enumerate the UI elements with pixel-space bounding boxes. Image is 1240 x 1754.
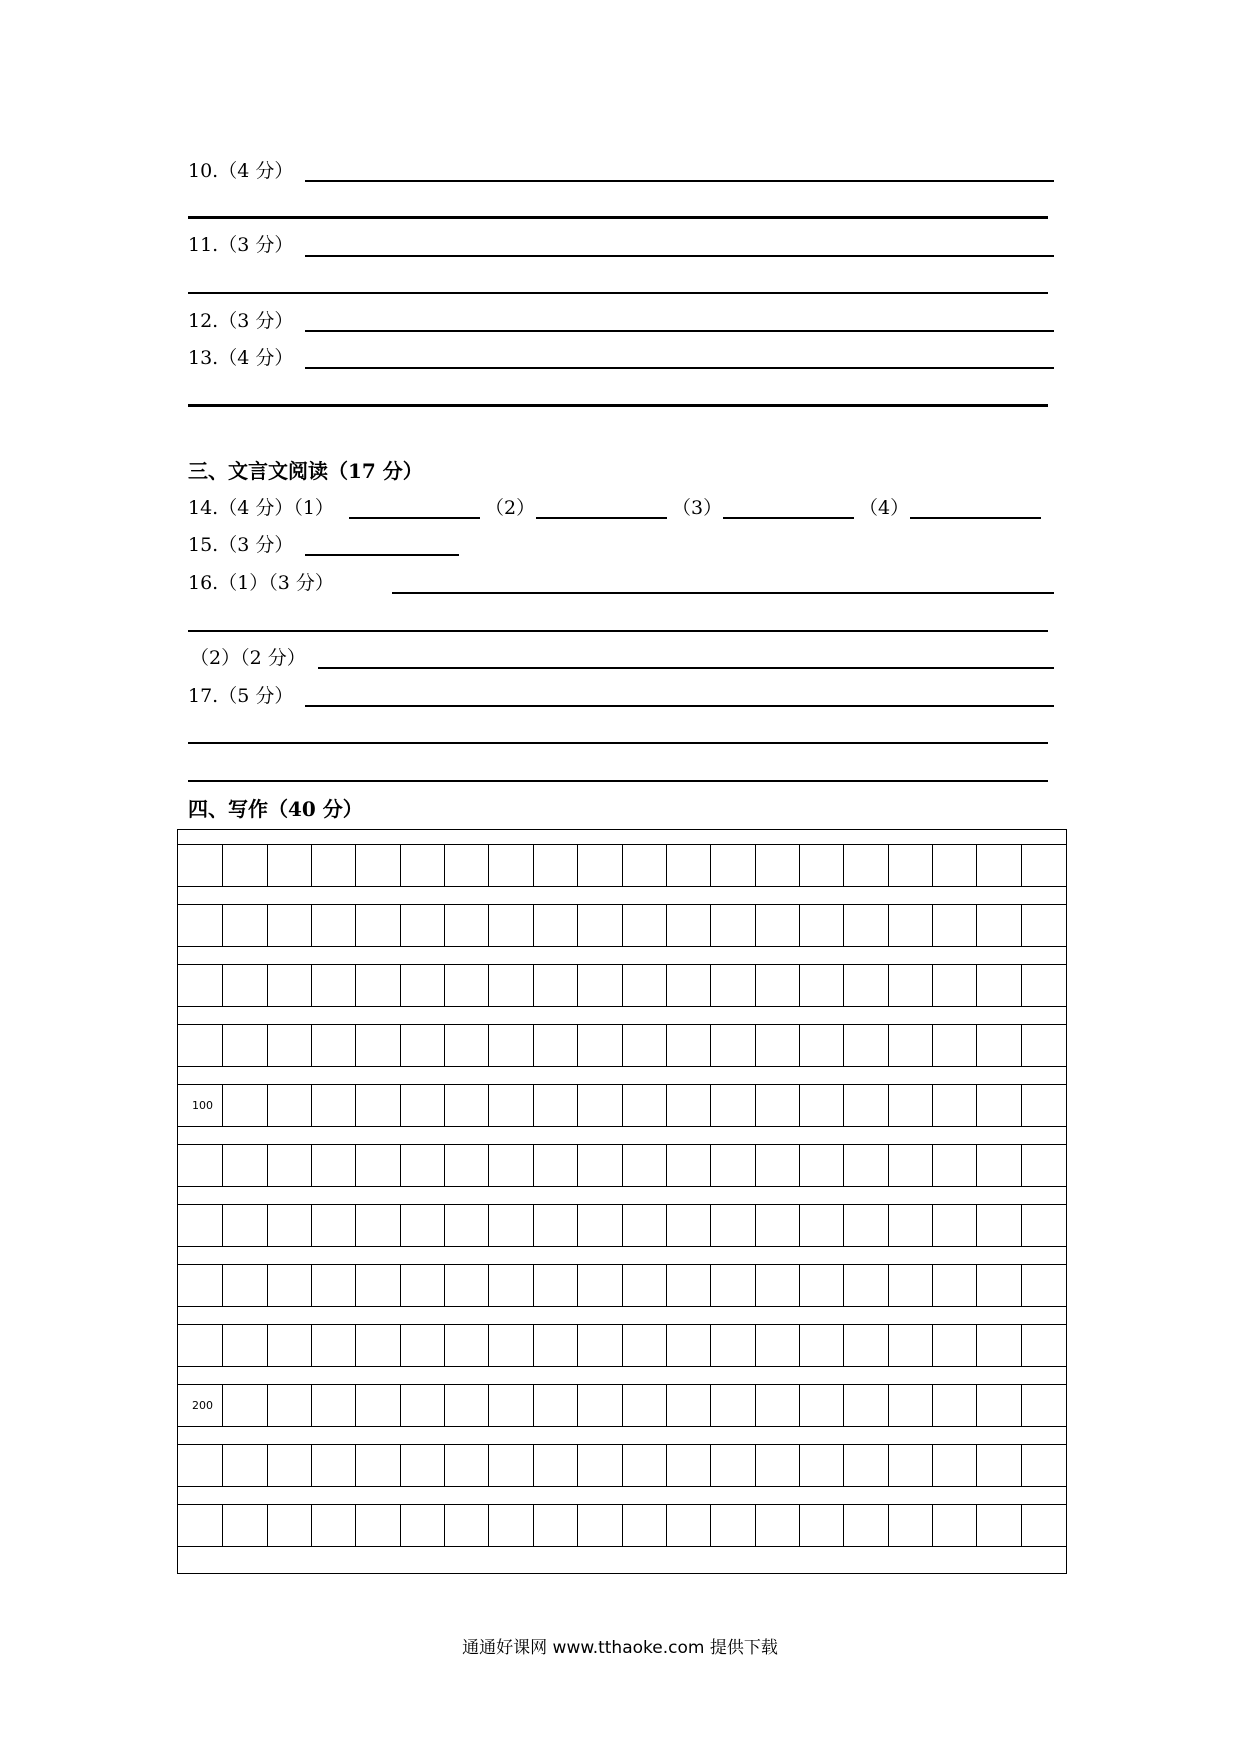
grid-cell-divider xyxy=(710,964,754,1006)
grid-cell-divider xyxy=(799,964,843,1006)
grid-cell-divider xyxy=(488,1024,532,1066)
grid-cell-divider xyxy=(533,964,577,1006)
grid-cell-divider xyxy=(1021,964,1065,1006)
grid-cell-divider xyxy=(932,844,976,886)
grid-cell-divider xyxy=(666,904,710,946)
grid-cell-divider xyxy=(1021,1504,1065,1546)
grid-cell-divider xyxy=(488,964,532,1006)
grid-cell-divider xyxy=(267,1444,311,1486)
grid-row-bottom-line xyxy=(178,1366,1066,1367)
section-writing-heading: 四、写作（40 分） xyxy=(188,797,363,821)
grid-cell-divider xyxy=(755,1324,799,1366)
grid-cell-divider xyxy=(488,1204,532,1246)
grid-cell-divider xyxy=(577,1384,621,1426)
grid-cell-divider xyxy=(622,844,666,886)
grid-cell-divider xyxy=(222,904,266,946)
grid-row-bottom-line xyxy=(178,1546,1066,1547)
grid-cell-divider xyxy=(755,844,799,886)
grid-cell-divider xyxy=(488,1504,532,1546)
grid-cell-divider xyxy=(488,1384,532,1426)
grid-row-bottom-line xyxy=(178,1486,1066,1487)
grid-cell-divider xyxy=(932,1384,976,1426)
grid-cell-divider xyxy=(311,1264,355,1306)
grid-cell-divider xyxy=(799,1084,843,1126)
grid-cell-divider xyxy=(666,1444,710,1486)
grid-cell-divider xyxy=(222,1204,266,1246)
grid-cell-divider xyxy=(622,1264,666,1306)
grid-cell-divider xyxy=(843,1204,887,1246)
grid-cell-divider xyxy=(932,1204,976,1246)
grid-cell-divider xyxy=(976,1444,1020,1486)
question-11-label: 11.（3 分） xyxy=(188,234,294,256)
grid-cell-divider xyxy=(888,1444,932,1486)
grid-cell-divider xyxy=(1021,1324,1065,1366)
question-16-label: 16.（1）（3 分） xyxy=(188,572,334,594)
grid-cell-divider xyxy=(577,1084,621,1126)
answer-line-12[interactable] xyxy=(305,330,1054,332)
grid-cell-divider xyxy=(311,964,355,1006)
grid-cell-divider xyxy=(577,964,621,1006)
question-10-label: 10.（4 分） xyxy=(188,160,294,182)
grid-cell-divider xyxy=(976,1144,1020,1186)
grid-row-bottom-line xyxy=(178,946,1066,947)
grid-cell-divider xyxy=(666,844,710,886)
grid-cell-divider xyxy=(932,964,976,1006)
grid-cell-divider xyxy=(267,1324,311,1366)
grid-cell-divider xyxy=(444,844,488,886)
grid-cell-divider xyxy=(267,1384,311,1426)
grid-cell-divider xyxy=(666,1504,710,1546)
answer-line-13[interactable] xyxy=(305,367,1054,369)
grid-cell-divider xyxy=(710,1324,754,1366)
grid-cell-divider xyxy=(888,1084,932,1126)
grid-cell-divider xyxy=(311,1024,355,1066)
grid-cell-divider xyxy=(577,1204,621,1246)
grid-cell-divider xyxy=(976,1024,1020,1066)
answer-line-15[interactable] xyxy=(305,554,459,556)
answer-line-16-1-continued[interactable] xyxy=(188,630,1048,632)
grid-cell-divider xyxy=(444,1444,488,1486)
grid-cell-divider xyxy=(267,1024,311,1066)
grid-cell-divider xyxy=(622,904,666,946)
grid-cell-divider xyxy=(799,904,843,946)
answer-line-11[interactable] xyxy=(305,255,1054,257)
grid-cell-divider xyxy=(843,1024,887,1066)
grid-cell-divider xyxy=(444,1024,488,1066)
grid-cell-divider xyxy=(222,1264,266,1306)
grid-cell-divider xyxy=(400,1444,444,1486)
grid-cell-divider xyxy=(400,964,444,1006)
grid-cell-divider xyxy=(400,1384,444,1426)
grid-cell-divider xyxy=(400,1024,444,1066)
grid-cell-divider xyxy=(932,1324,976,1366)
grid-cell-divider xyxy=(888,844,932,886)
question-13-label: 13.（4 分） xyxy=(188,347,294,369)
grid-cell-divider xyxy=(222,1324,266,1366)
answer-line-14-4[interactable] xyxy=(910,517,1041,519)
grid-cell-divider xyxy=(888,1144,932,1186)
grid-cell-divider xyxy=(976,1504,1020,1546)
grid-cell-divider xyxy=(622,1324,666,1366)
grid-cell-divider xyxy=(400,1264,444,1306)
grid-cell-divider xyxy=(710,844,754,886)
question-14-part2-label: （2） xyxy=(485,497,536,519)
grid-cell-divider xyxy=(622,1144,666,1186)
grid-cell-divider xyxy=(755,964,799,1006)
grid-cell-divider xyxy=(1021,1144,1065,1186)
grid-word-count-mark: 100 xyxy=(192,1099,213,1112)
grid-cell-divider xyxy=(355,1444,399,1486)
grid-row-bottom-line xyxy=(178,1246,1066,1247)
grid-cell-divider xyxy=(444,1084,488,1126)
grid-cell-divider xyxy=(932,1144,976,1186)
grid-cell-divider xyxy=(799,1444,843,1486)
grid-cell-divider xyxy=(932,1024,976,1066)
grid-cell-divider xyxy=(976,1204,1020,1246)
grid-cell-divider xyxy=(710,1264,754,1306)
answer-line-17-continued-2[interactable] xyxy=(188,780,1048,782)
grid-cell-divider xyxy=(577,1144,621,1186)
grid-cell-divider xyxy=(267,964,311,1006)
grid-cell-divider xyxy=(311,1084,355,1126)
grid-cell-divider xyxy=(666,1324,710,1366)
grid-cell-divider xyxy=(222,1504,266,1546)
grid-cell-divider xyxy=(222,1444,266,1486)
grid-word-count-mark: 200 xyxy=(192,1399,213,1412)
grid-cell-divider xyxy=(888,1264,932,1306)
grid-cell-divider xyxy=(577,1024,621,1066)
grid-cell-divider xyxy=(444,1144,488,1186)
grid-cell-divider xyxy=(577,1504,621,1546)
grid-cell-divider xyxy=(222,1384,266,1426)
grid-cell-divider xyxy=(355,1504,399,1546)
composition-grid[interactable] xyxy=(177,829,1067,1574)
grid-cell-divider xyxy=(533,844,577,886)
grid-cell-divider xyxy=(311,1444,355,1486)
grid-cell-divider xyxy=(267,1204,311,1246)
grid-cell-divider xyxy=(710,1144,754,1186)
grid-cell-divider xyxy=(976,844,1020,886)
grid-cell-divider xyxy=(444,1384,488,1426)
answer-line-14-1[interactable] xyxy=(349,517,480,519)
grid-cell-divider xyxy=(622,964,666,1006)
grid-cell-divider xyxy=(222,1024,266,1066)
grid-cell-divider xyxy=(533,1384,577,1426)
answer-line-10[interactable] xyxy=(305,180,1054,182)
grid-cell-divider xyxy=(222,964,266,1006)
grid-cell-divider xyxy=(1021,1384,1065,1426)
grid-cell-divider xyxy=(577,1324,621,1366)
grid-cell-divider xyxy=(577,1444,621,1486)
grid-cell-divider xyxy=(311,844,355,886)
question-16-part2-label: （2）（2 分） xyxy=(190,647,306,669)
grid-cell-divider xyxy=(843,1144,887,1186)
grid-cell-divider xyxy=(932,904,976,946)
grid-cell-divider xyxy=(488,1144,532,1186)
grid-cell-divider xyxy=(976,964,1020,1006)
grid-cell-divider xyxy=(355,904,399,946)
grid-cell-divider xyxy=(888,1024,932,1066)
grid-cell-divider xyxy=(533,1264,577,1306)
grid-cell-divider xyxy=(843,844,887,886)
grid-cell-divider xyxy=(533,1324,577,1366)
grid-cell-divider xyxy=(444,1264,488,1306)
grid-cell-divider xyxy=(222,1084,266,1126)
grid-cell-divider xyxy=(666,1084,710,1126)
grid-cell-divider xyxy=(400,1084,444,1126)
grid-cell-divider xyxy=(843,1504,887,1546)
grid-cell-divider xyxy=(888,1504,932,1546)
grid-cell-divider xyxy=(444,904,488,946)
grid-cell-divider xyxy=(843,1084,887,1126)
grid-row-bottom-line xyxy=(178,1006,1066,1007)
grid-row-bottom-line xyxy=(178,1186,1066,1187)
grid-cell-divider xyxy=(355,1384,399,1426)
grid-cell-divider xyxy=(843,904,887,946)
question-14-label: 14.（4 分）（1） xyxy=(188,497,334,519)
grid-cell-divider xyxy=(400,904,444,946)
grid-cell-divider xyxy=(311,1144,355,1186)
grid-cell-divider xyxy=(622,1444,666,1486)
grid-row-bottom-line xyxy=(178,886,1066,887)
grid-row-bottom-line xyxy=(178,1126,1066,1127)
grid-cell-divider xyxy=(488,1264,532,1306)
grid-cell-divider xyxy=(710,1444,754,1486)
question-17-label: 17.（5 分） xyxy=(188,685,294,707)
grid-cell-divider xyxy=(355,1264,399,1306)
section-classical-heading: 三、文言文阅读（17 分） xyxy=(188,459,423,483)
grid-cell-divider xyxy=(888,904,932,946)
grid-cell-divider xyxy=(533,1204,577,1246)
grid-cell-divider xyxy=(710,1024,754,1066)
grid-cell-divider xyxy=(666,1264,710,1306)
grid-cell-divider xyxy=(1021,1264,1065,1306)
answer-line-17-continued-1[interactable] xyxy=(188,742,1048,744)
grid-cell-divider xyxy=(799,1384,843,1426)
grid-cell-divider xyxy=(222,844,266,886)
grid-cell-divider xyxy=(533,1444,577,1486)
grid-cell-divider xyxy=(1021,844,1065,886)
grid-cell-divider xyxy=(976,904,1020,946)
question-14-part3-label: （3） xyxy=(672,497,723,519)
answer-line-13-continued[interactable] xyxy=(188,404,1048,407)
grid-cell-divider xyxy=(755,904,799,946)
grid-cell-divider xyxy=(577,844,621,886)
grid-cell-divider xyxy=(755,1144,799,1186)
grid-cell-divider xyxy=(976,1084,1020,1126)
grid-cell-divider xyxy=(622,1024,666,1066)
grid-cell-divider xyxy=(488,1444,532,1486)
grid-cell-divider xyxy=(355,1084,399,1126)
grid-cell-divider xyxy=(666,964,710,1006)
grid-cell-divider xyxy=(1021,1444,1065,1486)
grid-cell-divider xyxy=(267,1504,311,1546)
grid-cell-divider xyxy=(488,1324,532,1366)
grid-cell-divider xyxy=(976,1384,1020,1426)
grid-cell-divider xyxy=(1021,1024,1065,1066)
answer-line-10-continued[interactable] xyxy=(188,216,1048,219)
grid-cell-divider xyxy=(888,1204,932,1246)
grid-cell-divider xyxy=(533,1504,577,1546)
grid-cell-divider xyxy=(932,1444,976,1486)
grid-cell-divider xyxy=(444,1324,488,1366)
grid-cell-divider xyxy=(355,844,399,886)
answer-line-14-2[interactable] xyxy=(536,517,667,519)
grid-cell-divider xyxy=(843,1444,887,1486)
grid-cell-divider xyxy=(355,1204,399,1246)
grid-cell-divider xyxy=(400,1144,444,1186)
grid-cell-divider xyxy=(932,1264,976,1306)
grid-cell-divider xyxy=(666,1384,710,1426)
grid-cell-divider xyxy=(311,1204,355,1246)
grid-cell-divider xyxy=(444,964,488,1006)
grid-cell-divider xyxy=(577,1264,621,1306)
grid-cell-divider xyxy=(888,1324,932,1366)
grid-cell-divider xyxy=(267,1264,311,1306)
grid-cell-divider xyxy=(400,844,444,886)
answer-line-14-3[interactable] xyxy=(723,517,854,519)
grid-cell-divider xyxy=(533,1084,577,1126)
grid-cell-divider xyxy=(799,1204,843,1246)
grid-cell-divider xyxy=(622,1204,666,1246)
answer-line-16-2[interactable] xyxy=(318,667,1054,669)
grid-cell-divider xyxy=(400,1204,444,1246)
grid-cell-divider xyxy=(710,1084,754,1126)
grid-cell-divider xyxy=(666,1204,710,1246)
grid-cell-divider xyxy=(1021,904,1065,946)
grid-cell-divider xyxy=(710,1204,754,1246)
grid-cell-divider xyxy=(488,1084,532,1126)
grid-cell-divider xyxy=(311,1504,355,1546)
grid-cell-divider xyxy=(799,1024,843,1066)
grid-cell-divider xyxy=(355,1024,399,1066)
grid-cell-divider xyxy=(799,1324,843,1366)
grid-cell-divider xyxy=(976,1324,1020,1366)
grid-cell-divider xyxy=(533,1144,577,1186)
grid-cell-divider xyxy=(755,1024,799,1066)
grid-cell-divider xyxy=(355,1144,399,1186)
grid-cell-divider xyxy=(755,1444,799,1486)
grid-cell-divider xyxy=(267,1084,311,1126)
grid-cell-divider xyxy=(710,904,754,946)
grid-cell-divider xyxy=(799,1504,843,1546)
grid-row-bottom-line xyxy=(178,1306,1066,1307)
grid-cell-divider xyxy=(755,1264,799,1306)
grid-cell-divider xyxy=(843,1264,887,1306)
grid-cell-divider xyxy=(1021,1084,1065,1126)
grid-cell-divider xyxy=(710,1384,754,1426)
question-15-label: 15.（3 分） xyxy=(188,534,294,556)
grid-cell-divider xyxy=(666,1024,710,1066)
grid-cell-divider xyxy=(267,1144,311,1186)
grid-cell-divider xyxy=(577,904,621,946)
grid-cell-divider xyxy=(267,904,311,946)
grid-cell-divider xyxy=(1021,1204,1065,1246)
grid-cell-divider xyxy=(710,1504,754,1546)
grid-cell-divider xyxy=(622,1084,666,1126)
grid-cell-divider xyxy=(533,1024,577,1066)
grid-cell-divider xyxy=(799,1144,843,1186)
grid-cell-divider xyxy=(400,1504,444,1546)
grid-cell-divider xyxy=(267,844,311,886)
grid-cell-divider xyxy=(355,964,399,1006)
grid-cell-divider xyxy=(488,904,532,946)
answer-line-16-1[interactable] xyxy=(392,592,1054,594)
grid-cell-divider xyxy=(311,904,355,946)
grid-cell-divider xyxy=(488,844,532,886)
grid-cell-divider xyxy=(932,1504,976,1546)
grid-cell-divider xyxy=(622,1504,666,1546)
grid-cell-divider xyxy=(755,1084,799,1126)
grid-cell-divider xyxy=(444,1504,488,1546)
grid-cell-divider xyxy=(666,1144,710,1186)
grid-row-bottom-line xyxy=(178,1066,1066,1067)
grid-cell-divider xyxy=(400,1324,444,1366)
grid-cell-divider xyxy=(311,1384,355,1426)
grid-cell-divider xyxy=(355,1324,399,1366)
grid-cell-divider xyxy=(976,1264,1020,1306)
grid-cell-divider xyxy=(799,844,843,886)
grid-cell-divider xyxy=(755,1204,799,1246)
grid-cell-divider xyxy=(622,1384,666,1426)
grid-cell-divider xyxy=(755,1384,799,1426)
footer-download-note: 通通好课网 www.tthaoke.com 提供下载 xyxy=(462,1638,778,1658)
grid-cell-divider xyxy=(932,1084,976,1126)
grid-cell-divider xyxy=(888,1384,932,1426)
grid-cell-divider xyxy=(799,1264,843,1306)
grid-cell-divider xyxy=(533,904,577,946)
answer-line-17[interactable] xyxy=(305,705,1054,707)
grid-cell-divider xyxy=(843,1384,887,1426)
grid-cell-divider xyxy=(755,1504,799,1546)
grid-cell-divider xyxy=(311,1324,355,1366)
grid-row-bottom-line xyxy=(178,1426,1066,1427)
grid-cell-divider xyxy=(843,1324,887,1366)
question-12-label: 12.（3 分） xyxy=(188,310,294,332)
grid-cell-divider xyxy=(843,964,887,1006)
grid-cell-divider xyxy=(222,1144,266,1186)
answer-line-11-continued[interactable] xyxy=(188,292,1048,294)
question-14-part4-label: （4） xyxy=(859,497,910,519)
grid-cell-divider xyxy=(444,1204,488,1246)
grid-cell-divider xyxy=(888,964,932,1006)
